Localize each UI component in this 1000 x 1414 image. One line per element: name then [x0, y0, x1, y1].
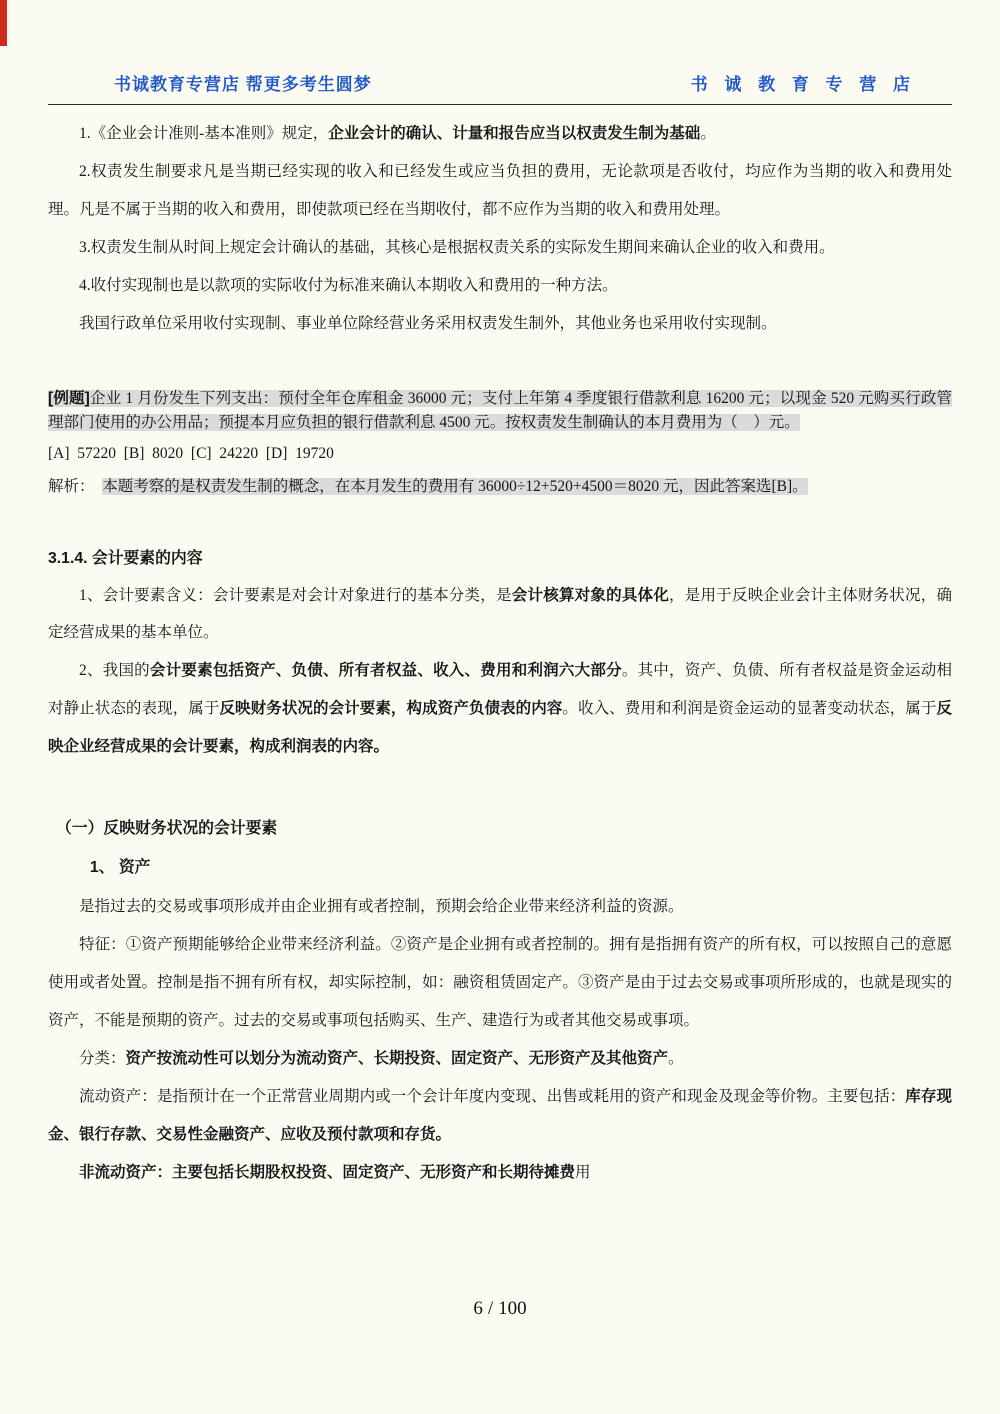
paragraph-asset-classification [48, 1040, 952, 1078]
text-run: 非流动资产：主要包括长期股权投资、固定资产、无形资产和长期待摊费 [79, 1163, 576, 1181]
text-run: [A] 57220 [B] 8020 [C] 24220 [D] 19720 [48, 444, 334, 462]
text-run: 。 [700, 125, 716, 142]
subsection-heading-financial-status [48, 810, 952, 849]
text-run: [例题] [48, 389, 90, 407]
text-run: 。其中，资产、负债、所有者权益是资金运动相对静止状态的表现，属于 [48, 662, 952, 718]
page-separator: / [487, 1298, 494, 1319]
text-run: 企业会计的确认、计量和报告应当以权责发生制为基础 [328, 125, 701, 142]
item-heading-assets [48, 849, 952, 888]
text-run: 2、我国的 [79, 662, 150, 680]
text-run: 库存现金、银行存款、交易性金融资产、应收及预付款项和存货。 [48, 1087, 952, 1143]
section-heading-3-1-4 [48, 540, 952, 577]
page-footer [0, 1298, 1000, 1320]
paragraph-accrual-3 [48, 229, 952, 267]
header-store-name: 书 诚 教 育 专 营 店 [690, 75, 916, 94]
paragraph-elements-six-parts [48, 652, 952, 766]
text-run: 。 [668, 1049, 684, 1067]
example-question [48, 387, 952, 436]
header-store-slogan: 书诚教育专营店 帮更多考生圆梦 [114, 75, 372, 94]
paragraph-elements-definition [48, 577, 952, 653]
text-run: 会计要素包括资产、负债、所有者权益、收入、费用和利润六大部分 [149, 662, 622, 680]
text-run: 解析： [48, 478, 103, 496]
scan-edge-mark [0, 0, 7, 46]
paragraph-asset-features [48, 926, 952, 1040]
paragraph-cash-basis [48, 267, 952, 305]
text-run: 流动资产：是指预计在一个正常营业周期内或一个会计年度内变现、出售或耗用的资产和现金及现金等价物。主要包括： [79, 1087, 906, 1105]
text-run: 反映财务状况的会计要素，构成资产负债表的内容 [219, 700, 563, 718]
text-run: 是指过去的交易或事项形成并由企业拥有或者控制，预期会给企业带来经济利益的资源。 [79, 897, 684, 915]
text-run: 1.《企业会计准则-基本准则》规定， [79, 125, 329, 142]
document-body [0, 105, 1000, 1191]
text-run: 1、 资产 [89, 859, 151, 877]
text-run: ，是用于反映企业会计主体财务状况，确定经营成果的基本单位。 [48, 586, 952, 642]
paragraph-accrual-2 [48, 153, 952, 229]
paragraph-asset-definition [48, 888, 952, 926]
example-options [48, 442, 952, 466]
paragraph-gov-units [48, 305, 952, 343]
page-number: 6 [473, 1298, 483, 1319]
text-run: 3.1.4. 会计要素的内容 [48, 549, 203, 567]
text-run: 4.收付实现制也是以款项的实际收付为标准来确认本期收入和费用的一种方法。 [79, 276, 618, 294]
page-total: 100 [498, 1298, 527, 1319]
text-run: 本题考察的是权责发生制的概念，在本月发生的费用有 36000÷12+520+4500＝8020 元，因此答案选[B]。 [102, 478, 808, 496]
text-run: 。收入、费用和利润是资金运动的显著变动状态，属于 [562, 700, 937, 718]
paragraph-current-assets [48, 1078, 952, 1154]
text-run: 我国行政单位采用收付实现制、事业单位除经营业务采用权责发生制外，其他业务也采用收付实现制。 [79, 314, 777, 332]
text-run: 企业 1 月份发生下列支出：预付全年仓库租金 36000 元；支付上年第 4 季度银行借款利息 16200 元；以现金 520 元购买行政管理部门使用的办公用品；预提本月应负担的银行借款利息 4500 元。按权责发生制确认的本月费用为（ ）元。 [48, 389, 952, 432]
text-run: 3.权责发生制从时间上规定会计确认的基础，其核心是根据权责关系的实际发生期间来确认企业的收入和费用。 [79, 238, 835, 256]
text-run: 2.权责发生制要求凡是当期已经实现的收入和已经发生或应当负担的费用，无论款项是否收付，均应作为当期的收入和费用处理。凡是不属于当期的收入和费用，即使款项已经在当期收付，都不应作为当期的收入和费用处理。 [48, 162, 952, 218]
text-run: 资产按流动性可以划分为流动资产、长期投资、固定资产、无形资产及其他资产 [125, 1049, 669, 1067]
page-header [0, 0, 1000, 95]
text-run: 1、会计要素含义：会计要素是对会计对象进行的基本分类，是 [79, 586, 512, 604]
paragraph-accrual-1 [48, 115, 952, 153]
paragraph-noncurrent-assets [48, 1154, 952, 1192]
text-run: 会计核算对象的具体化 [511, 586, 670, 604]
text-run: 分类： [79, 1049, 126, 1067]
text-run: 特征：①资产预期能够给企业带来经济利益。②资产是企业拥有或者控制的。拥有是指拥有资产的所有权，可以按照自己的意愿使用或者处置。控制是指不拥有所有权，却实际控制，如：融资租赁固定产。③资产是由于过去交易或事项所形成的，也就是现实的资产，不能是预期的资产。过去的交易或事项包括购买、生产、建造行为或者其他交易或事项。 [48, 935, 952, 1029]
text-run: 反映企业经营成果的会计要素，构成利润表的内容。 [48, 700, 952, 756]
example-analysis [48, 475, 952, 499]
text-run: 用 [575, 1163, 591, 1181]
text-run: （一）反映财务状况的会计要素 [56, 820, 278, 838]
